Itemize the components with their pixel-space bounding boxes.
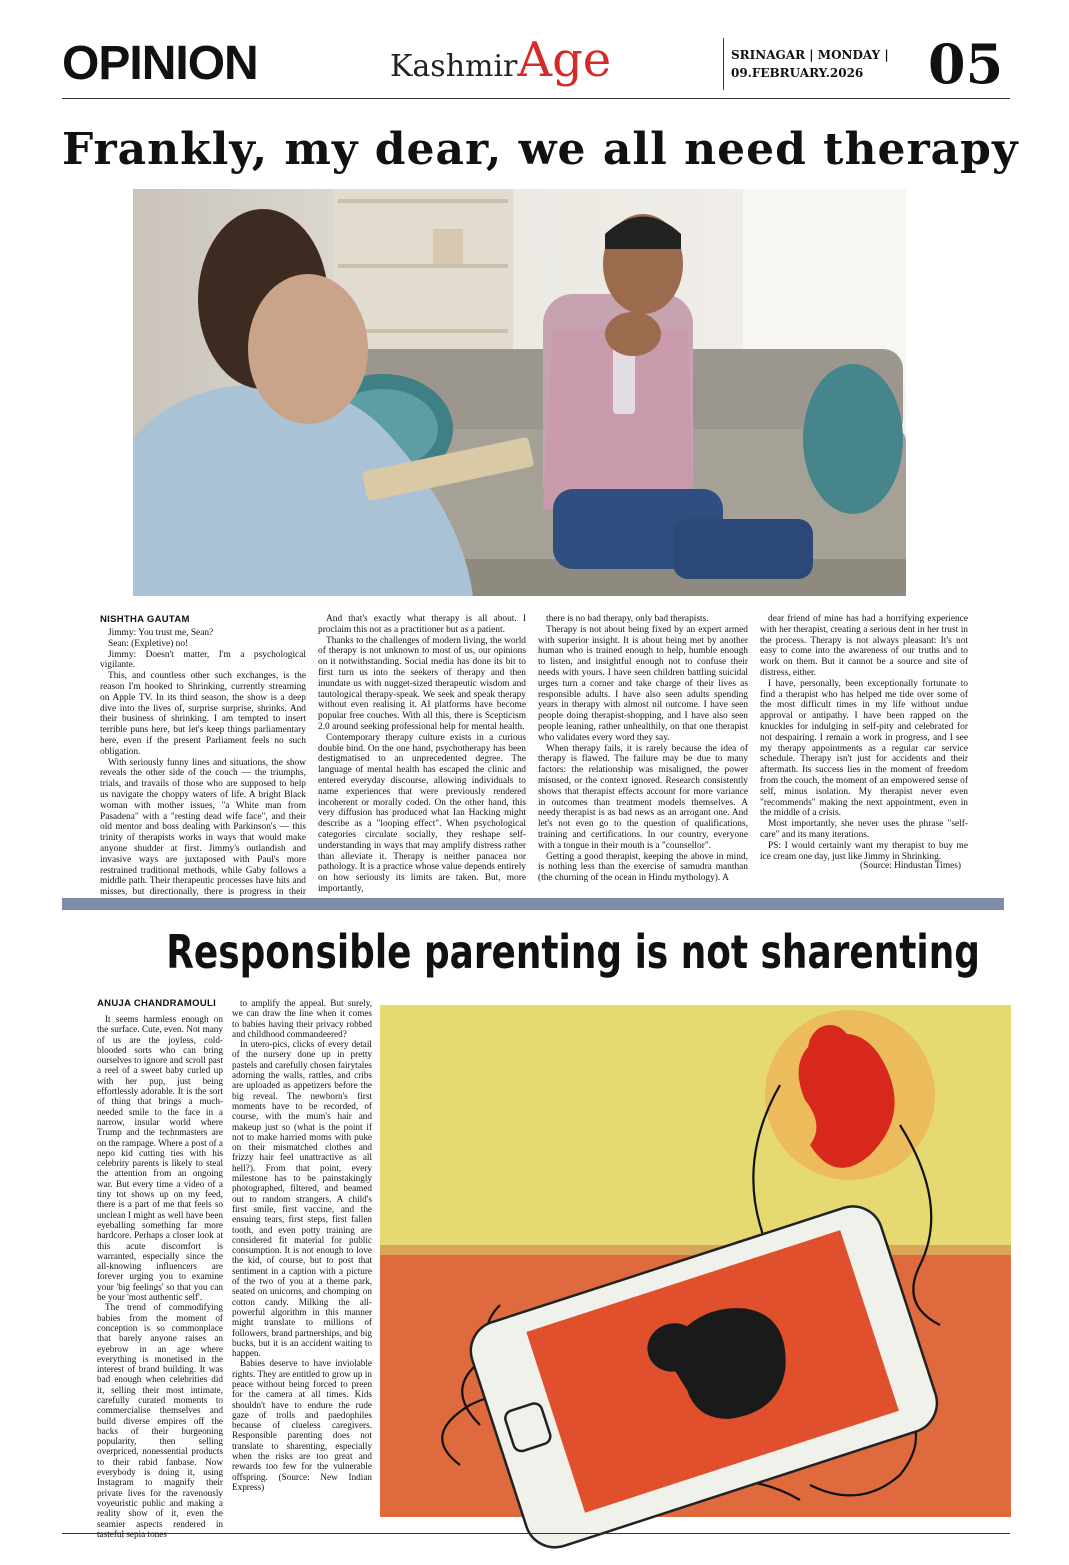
byline-therapy: NISHTHA GAUTAM <box>100 614 190 625</box>
phone-fetus-illustration <box>380 1005 1011 1517</box>
header-rule <box>62 98 1010 99</box>
paragraph: Getting a good therapist, keeping the above in mind, is nothing less than the exercise of samudra manthan (the churning of the ocean in Hindu mythology). A <box>538 851 748 884</box>
paragraph: dear friend of mine has had a horrifying experience with her therapist, creating a serious dent in her trust in the process. Therapy is not always pleasant: It's not easy to come into the awareness of our truths and to work on them. But it cannot be a source and site of distress, either. <box>760 614 968 678</box>
source-credit: (Source: Hindustan Times) <box>860 861 962 871</box>
therapy-session-photo <box>133 189 906 596</box>
paragraph: there is no bad therapy, only bad therapists. <box>546 614 709 624</box>
headline-therapy: Frankly, my dear, we all need therapy <box>62 124 1019 175</box>
article-therapy-column-3 <box>538 614 748 884</box>
header-divider <box>723 38 724 90</box>
article-therapy-column-1 <box>100 628 306 898</box>
section-label: OPINION <box>62 37 258 90</box>
masthead-part1: Kashmir <box>390 49 518 84</box>
place-day: SRINAGAR | MONDAY | <box>731 48 889 62</box>
footer-rule <box>62 1533 1010 1534</box>
paragraph: It seems harmless enough on the surface. Cute, even. Not many of us are the joyless, cold-blooded sorts who can bring ourselves to ignore and scroll past a reel of a sweet baby curled up with her pup, just being effortlessly adorable. It is the sort of thing that brings a much-needed smile to the face in a narrow, insular world where Trump and the technmasters are on the rampage. Where a post of a nepo kid cutting ties with his celebrity parents is likely to steal the attention from an ongoing war. But every time a video of a tiny tot shows up on my feed, there is a part of me that feels so unclean I might as well have been eyeballing something far more hardcore. Perhaps a closer look at this acute discomfort is warranted, especially since the all-knowing influencers are forever urging you to examine your 'big feelings' so that you can be your 'most authentic self'. <box>97 1014 223 1303</box>
paragraph: In utero-pics, clicks of every detail of the nursery done up in pretty pastels and carefully chosen fairytales adorning the walls, rattles, and cribs are uploaded as appetizers before the big reveal. The newborn's first moments have to be recorded, of course, with the mum's hair and makeup just so (what is the point if not to make harried moms with puke on their mismatched clothes and frizzy hair feel unattractive as all hell?). From that point, every milestone has to be painstakingly photographed, filtered, and beamed out to random strangers. A child's first smile, first vaccine, and the ensuing tears, first steps, first fallen tooth, and even potty training are considered fit material for public consumption. It is not enough to love the kid, of course, but to post that sentiment in a caption with a picture of the two of you at a theme park, seated on unicorns, and chomping on cotton candy. Milking the all-powerful algorithm in this manner might translate to millions of followers, brand partnerships, and big bucks, but it is an accident waiting to happen. <box>232 1039 372 1359</box>
paragraph: This, and countless other such exchanges, is the reason I'm hooked to Shrinking, currently streaming on Apple TV. In its third season, the show is a deep dive into the lives of, surprise surprise, shrinks. And their business of shrinking. I am tempted to insert terrible puns here, but let's keep things parliamentary here, even if the present Parliament feels no such obligation. <box>100 671 306 757</box>
paragraph: Sean: (Expletive) no! <box>108 638 189 649</box>
article-sharenting-column-2 <box>232 998 372 1520</box>
paragraph: Contemporary therapy culture exists in a curious double bind. On the one hand, psychotherapy has been destigmatised to an unprecedented degree. The language of mental health has escaped the clinic and entered everyday discourse, allowing individuals to name experiences that were previously rendered incoherent or morally coded. On the other hand, this very diffusion has produced what Ian Hacking might describe as a "looping effect". When psychological categories circulate socially, they reshape self-understanding in ways that may amplify distress rather than alleviate it. Therapy is neither panacea nor pathology. It is a practice whose value depends entirely on how seriously its limits are taken. But, more importantly, <box>318 732 526 894</box>
page-number: 05 <box>928 32 1004 96</box>
paragraph: When therapy fails, it is rarely because the idea of therapy is flawed. The failure may be due to many factors: the relationship was misaligned, the power misused, or the context ignored. Research consistently shows that therapist effects account for more variance in outcomes than treatment models themselves. A needy therapist is as bad news as an arrogant one. And let's not even go to the question of qualifications, training and certifications. In our country, everyone with a tongue in their mouth is a "counsellor". <box>538 743 748 851</box>
article-therapy-column-4 <box>760 614 968 862</box>
paragraph: With seriously funny lines and situations, the show reveals the other side of the couch — the triumphs, trials, and travails of those who are supposed to help us navigate the choppy waters of life. A bright Black woman with mother issues, "a White man from Pasadena" with a "resting dead wife face", and their old mentor and boss dealing with Parkinson's — this trinity of therapists works in ways that would make anyone shudder at first. Jimmy's outlandish and invasive ways are juxtaposed with Paul's more restrained traditional methods, while Gaby follows a middle path. Their therapeutic processes have hits and misses, but directionally, there is progress in their <box>100 757 306 898</box>
byline-sharenting: ANUJA CHANDRAMOULI <box>97 998 217 1009</box>
paragraph: PS: I would certainly want my therapist to buy me ice cream one day, just like Jimmy in Shrinking. <box>760 840 968 862</box>
paragraph: Jimmy: Doesn't matter, I'm a psychological vigilante. <box>100 649 306 671</box>
article-therapy-column-2 <box>318 614 526 894</box>
paragraph: Thanks to the challenges of modern living, the world of therapy is not unknown to most of us, our opinions on it notwithstanding. Social media has done its bit to first turn us into the seekers of therapy and then inundate us with nugget-sized therapeutic wisdom and tautological therapy-speak. We seek and speak therapy without even realising it. AI platforms have become popular free couches. With all this, there is Scepticism 2.0 around seeking professional help for mental health. <box>318 635 526 732</box>
masthead-part2: Age <box>517 32 612 88</box>
paragraph: Most importantly, she never uses the phrase "self-care" and its many iterations. <box>760 819 968 840</box>
issue-date: 09.FEBRUARY.2026 <box>731 66 864 80</box>
paragraph: Jimmy: You trust me, Sean? <box>108 628 214 638</box>
paragraph: The trend of commodifying babies from the moment of conception is so commonplace that barely anyone raises an eyebrow in an age where everything is monetised in the interest of brand building. It was bad enough when celebrities did it, selling their most intimate, carefully curated moments to commercialise themselves and build diverse empires off the backs of their burgeoning popularity, then selling overpriced, nonessential products to their rabid fanbase. Now everybody is doing it, using Instagram to magnify their private lives for the ravenously voyeuristic public and making a reality show of it, even the seamier aspects rendered in <box>97 1302 223 1529</box>
paragraph: I have, personally, been exceptionally fortunate to find a therapist who has helped me tide over some of the most difficult times in my life without undue approval or antipathy. I have been rapped on the knuckles for indulging in self-pity and celebrated for not despairing. I remain a work in progress, and I see my therapy appointments as a regular car service schedule. Therapy isn't just for accidents and their aftermath. Its success lies in the moment of freedom from the couch, the moment of an empowered sense of self, minus isolation. My therapist never even "recommends" making the next appointment, even in the middle of a crisis. <box>760 678 968 819</box>
masthead-logo <box>390 30 611 101</box>
headline-sharenting: Responsible parenting is not sharenting <box>166 925 980 979</box>
paragraph: to amplify the appeal. But surely, we can draw the line when it comes to babies having their privacy robbed and childhood commandeered? <box>232 998 372 1039</box>
article-sharenting-column-1 <box>97 1014 223 1529</box>
section-band <box>62 898 1004 910</box>
paragraph: Babies deserve to have inviolable rights. They are entitled to grow up in peace without being forced to preen for the camera at all times. Kids shouldn't have to endure the rude gaze of trolls and paedophiles because of clueless caregivers. Responsible parenting does not translate to sharenting, especially when the risks are too great and rewards too few for the vulnerable offspring. (Source: New Indian Express) <box>232 1358 372 1492</box>
paragraph: And that's exactly what therapy is all about. I proclaim this not as a practitioner but as a patient. <box>318 614 526 635</box>
paragraph: Therapy is not about being fixed by an expert armed with superior insight. It is about being met by another human who is trained enough to help, humble enough to listen, and insightful enough not to confuse their needs with yours. I have seen children battling suicidal urges turn a corner and take charge of their lives as responsible adults. I have also seen adults spending years in therapy with almost nil outcome. I have seen people doing therapist-shopping, and I have also seen people leaning, rather unhealthily, on that one therapist who validates every word they say. <box>538 624 748 743</box>
